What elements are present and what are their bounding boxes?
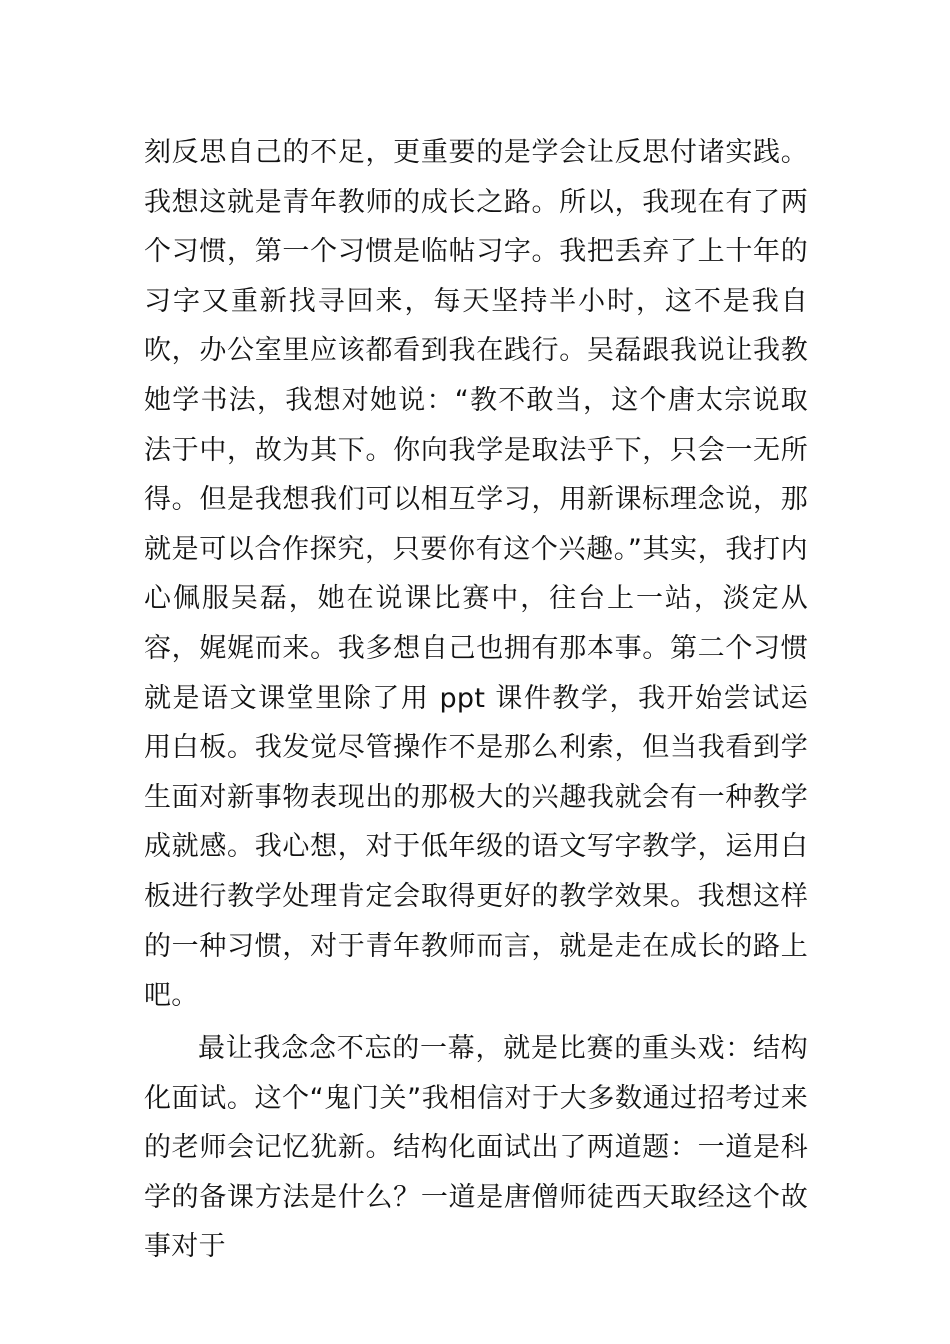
body-paragraph-2: 最让我念念不忘的一幕，就是比赛的重头戏：结构化面试。这个“鬼门关”我相信对于大多数通过招考过来的老师会记忆犹新。结构化面试出了两道题：一道是科学的备课方法是什么？一道是唐僧师徒西天取经这个故事对于 (144, 1033, 808, 1263)
body-paragraph-1: 刻反思自己的不足，更重要的是学会让反思付诸实践。我想这就是青年教师的成长之路。所以，我现在有了两个习惯，第一个习惯是临帖习字。我把丢弃了上十年的习字又重新找寻回来，每天坚持半小时，这不是我自吹，办公室里应该都看到我在践行。吴磊跟我说让我教她学书法，我想对她说：“教不敢当，这个唐太宗说取法于中，故为其下。你向我学是取法乎下，只会一无所得。但是我想我们可以相互学习，用新课标理念说，那就是可以合作探究，只要你有这个兴趣。”其实，我打内心佩服吴磊，她在说课比赛中，往台上一站，淡定从容，娓娓而来。我多想自己也拥有那本事。第二个习惯就是语文课堂里除了用 ppt 课件教学，我开始尝试运用白板。我发觉尽管操作不是那么利索，但当我看到学生面对新事物表现出的那极大的兴趣我就会有一种教学成就感。我心想，对于低年级的语文写字教学，运用白板进行教学处理肯定会取得更好的教学效果。我想这样的一种习惯，对于青年教师而言，就是走在成长的路上吧。 (144, 137, 808, 1012)
